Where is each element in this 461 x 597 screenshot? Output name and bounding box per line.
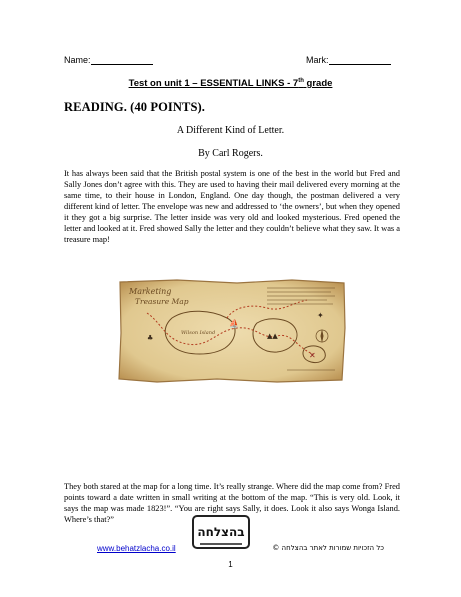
logo-text: בהצלחה [197, 525, 245, 539]
svg-text:✕: ✕ [309, 351, 316, 360]
paragraph-2: They both stared at the map for a long time. It’s really strange. Where did the map come from? Fred points toward a date written in small writing at the bottom of the map. “This is very old. Look, it says the map was made 1823!”. “You are right says Sally, it does. Look it also says Wonga Island. Where’s that?” [64, 482, 400, 524]
logo-underline [200, 543, 242, 545]
svg-text:⛵: ⛵ [229, 319, 239, 328]
behatzlacha-logo [192, 515, 250, 549]
map-title-2: Treasure Map [135, 297, 189, 306]
paragraph-1: It has always been said that the British postal system is one of the best in the world but Fred and Sally Jones don’t agree with this. They are used to having their mail delivered every morning at the same time, to their house in London, England. One day though, the postman delivered a very different kind of letter. The envelope was new and addressed to ‘the owners’, but when they opened it they got a big surprise. The letter inside was very old and looked mysterious. Fred opened the letter and looked at it. Fred showed Sally the letter and they couldn’t believe what they saw. It was a treasure map! [64, 169, 400, 244]
map-island-label: Wilson Island [181, 330, 216, 336]
map-title-1: Marketing [129, 287, 172, 296]
page-number: 1 [228, 560, 233, 569]
test-title-sup: th [298, 78, 304, 84]
story-byline: By Carl Rogers. [198, 148, 263, 159]
section-title: READING. (40 POINTS). [64, 100, 205, 114]
mark-label: Mark: [306, 55, 329, 65]
mark-blank [329, 55, 391, 65]
svg-text:♣: ♣ [147, 334, 154, 342]
name-blank [91, 55, 153, 65]
name-field [64, 55, 153, 65]
mark-field [306, 55, 391, 65]
name-label: Name: [64, 55, 91, 65]
story-title: A Different Kind of Letter. [176, 125, 285, 136]
test-title [0, 78, 461, 89]
test-title-end: grade [303, 78, 333, 90]
svg-text:▲▲: ▲▲ [267, 332, 278, 340]
website-link[interactable]: www.behatzlacha.co.il [97, 544, 176, 553]
copyright-notice: כל הזכויות שמורות לאתר בהצלחה © [272, 544, 384, 552]
test-title-text: Test on unit 1 – ESSENTIAL LINKS - 7 [128, 78, 299, 90]
treasure-map-illustration [117, 278, 347, 384]
svg-text:✦: ✦ [317, 311, 324, 320]
treasure-map-image [117, 278, 347, 384]
